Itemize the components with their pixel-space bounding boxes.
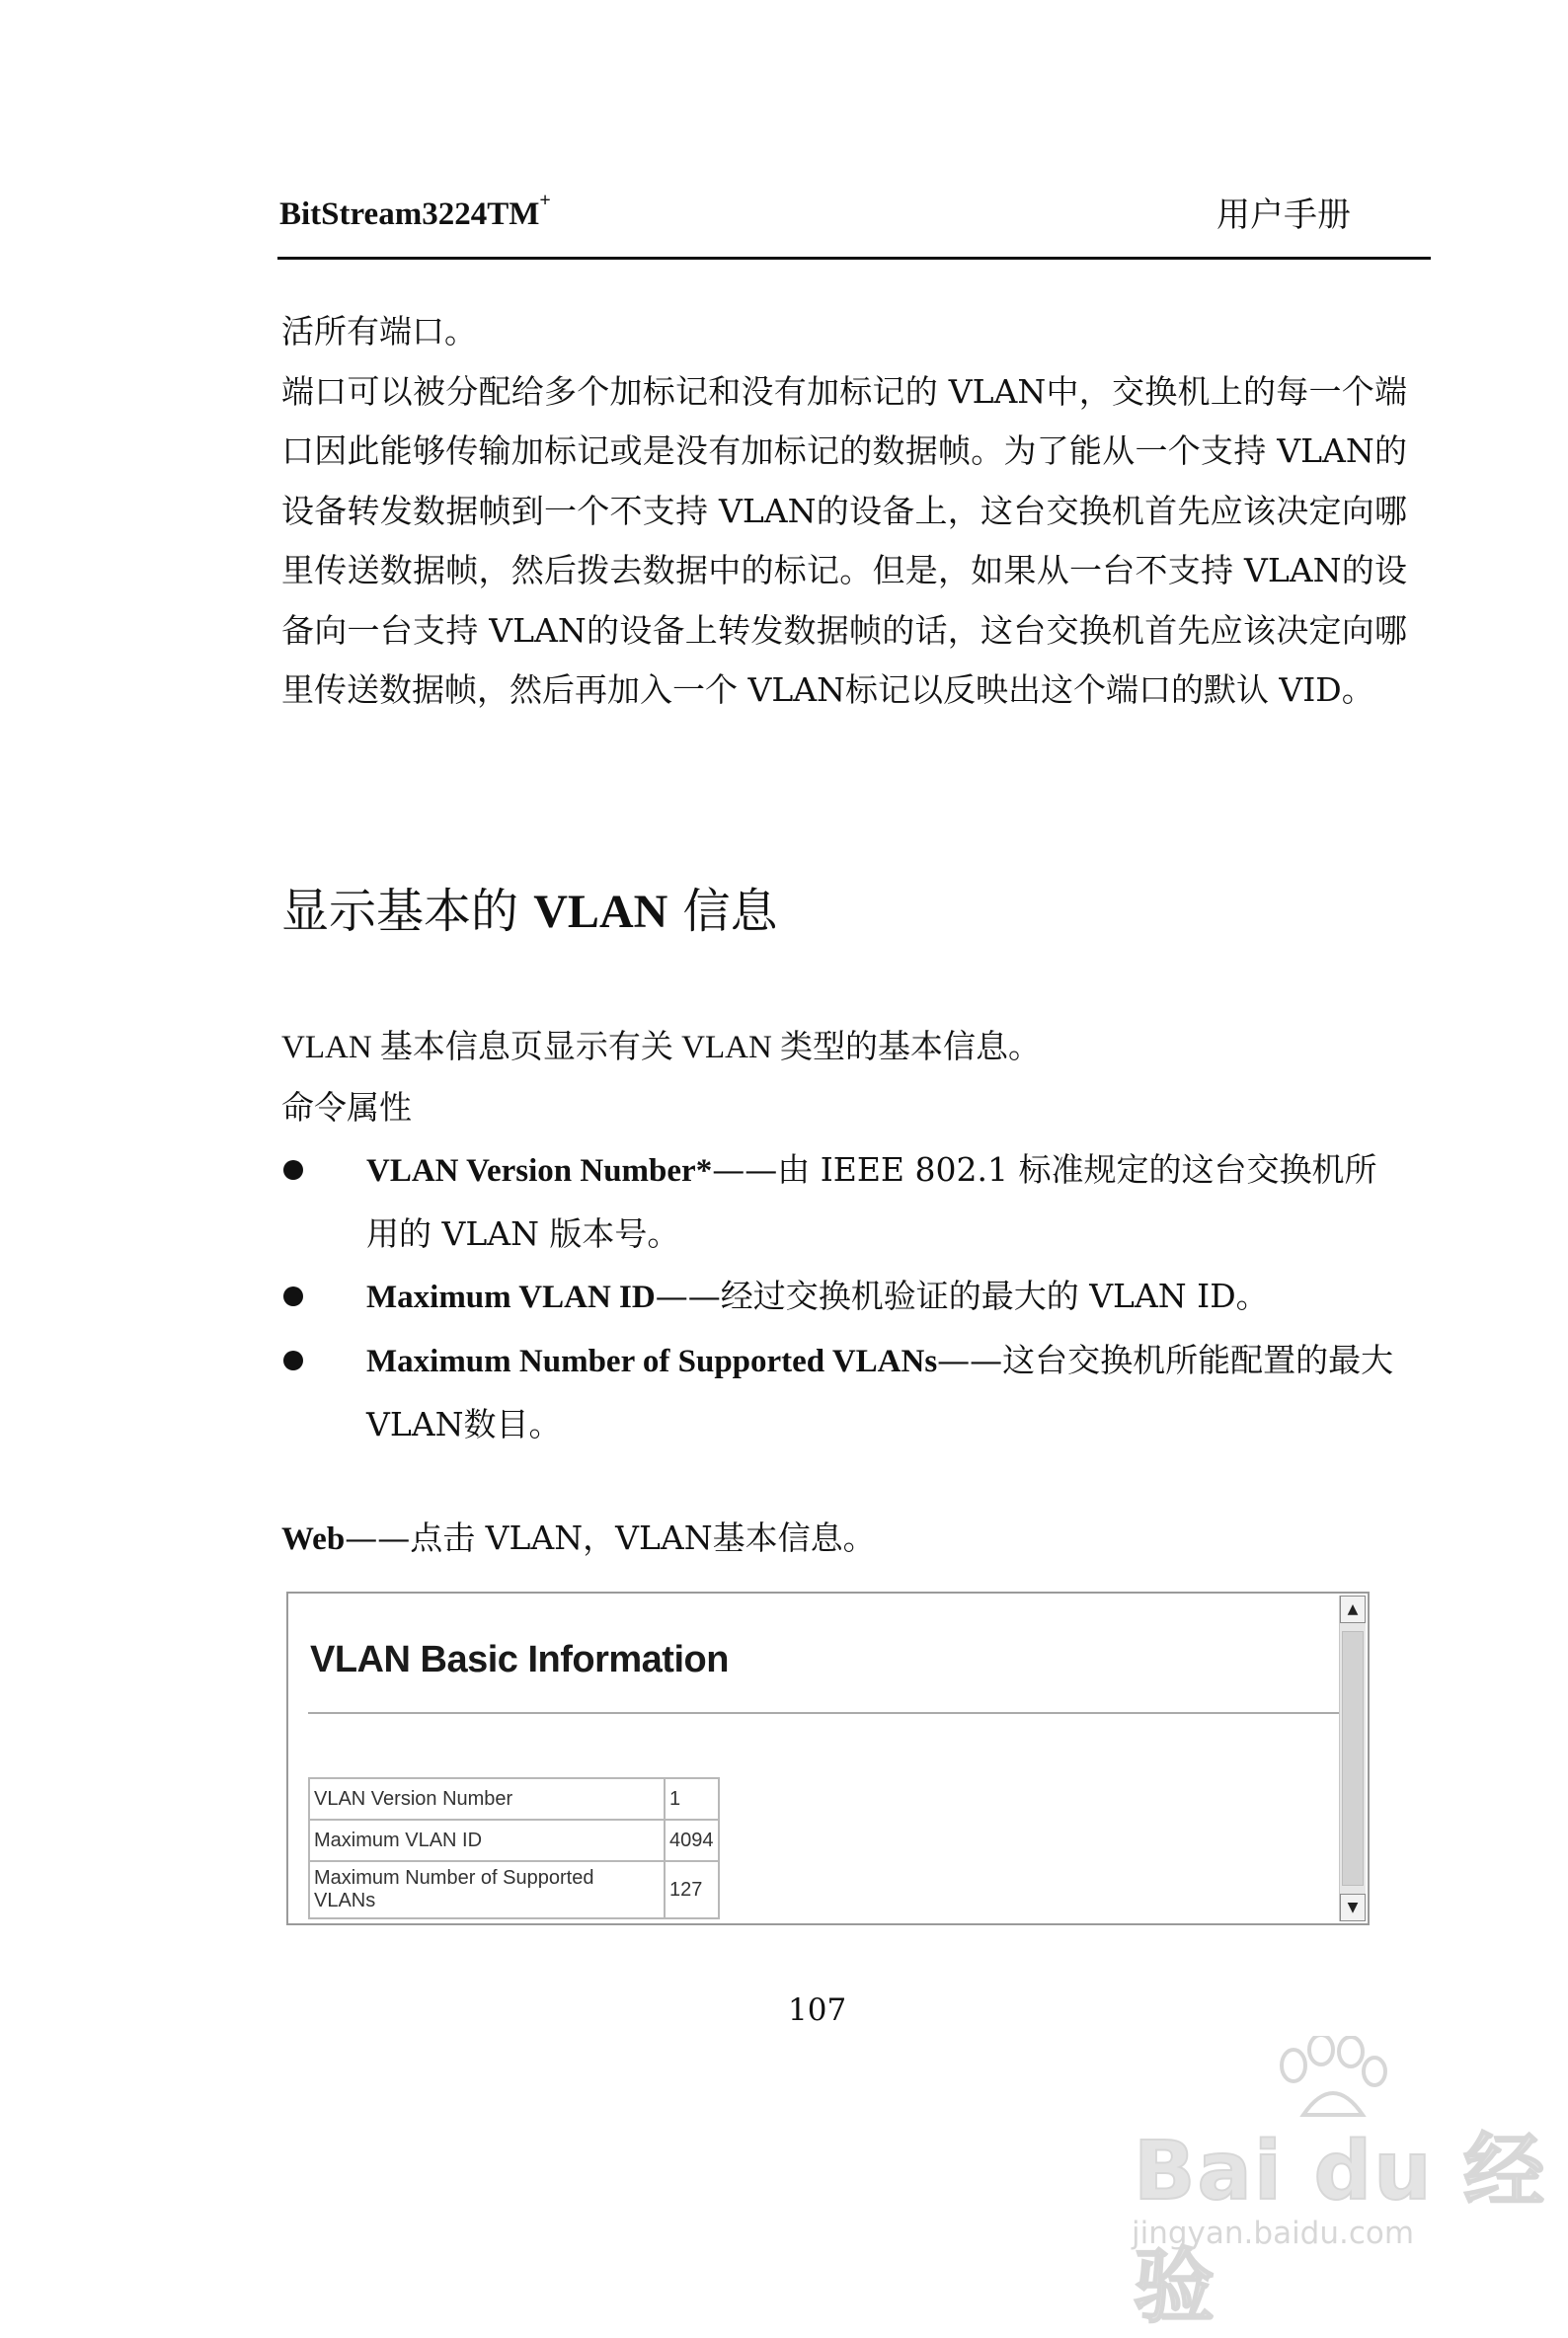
list-item: Maximum VLAN ID——经过交换机验证的最大的 VLAN ID。 [281, 1265, 1407, 1329]
watermark-url: jingyan.baidu.com [1132, 2216, 1415, 2251]
screenshot-title: VLAN Basic Information [310, 1639, 729, 1680]
page-header [279, 186, 1430, 245]
table-cell-label: Maximum Number of Supported VLANs [309, 1861, 665, 1918]
page-number: 107 [788, 1992, 847, 2028]
header-divider [277, 257, 1431, 260]
scroll-down-icon[interactable]: ▼ [1340, 1894, 1366, 1921]
table-cell-value: 4094 [665, 1820, 719, 1861]
table-cell-label: VLAN Version Number [309, 1778, 665, 1820]
doc-type: 用户手册 [1216, 195, 1351, 235]
manual-title: BitStream3224TM+ [279, 190, 551, 232]
vlan-info-table [308, 1777, 720, 1919]
bullet-icon [283, 1160, 303, 1180]
bullet-icon [283, 1286, 303, 1306]
baidu-watermark [1116, 2036, 1550, 2334]
vertical-scrollbar[interactable] [1339, 1596, 1366, 1921]
list-item: VLAN Version Number*——由 IEEE 802.1 标准规定的这台交换机所用的 VLAN 版本号。 [281, 1138, 1407, 1265]
table-row [309, 1820, 719, 1861]
attribute-list [281, 1138, 1407, 1455]
scroll-up-icon[interactable]: ▲ [1340, 1596, 1366, 1623]
paragraph-2: 端口可以被分配给多个加标记和没有加标记的 VLAN中，交换机上的每一个端口因此能够传输加标记或是没有加标记的数据帧。为了能从一个支持 VLAN的设备转发数据帧到一个不支持 VLAN的设备上，这台交换机首先应该决定向哪里传送数据帧，然后拨去数据中的标记。但是，如果从一台不支持 VLAN的设备向一台支持 VLAN的设备上转发数据帧的话，这台交换机首先应该决定向哪里传送数据帧，然后再加入一个 VLAN标记以反映出这个端口的默认 VID。 [281, 371, 1407, 709]
watermark-brand: Bai du 经验 [1134, 2125, 1547, 2334]
bullet-icon [283, 1351, 303, 1370]
list-item: Maximum Number of Supported VLANs——这台交换机所能配置的最大 VLAN数目。 [281, 1329, 1407, 1455]
section-title: 显示基本的 VLAN 信息 [281, 884, 778, 939]
section-intro [281, 1017, 1041, 1139]
vlan-basic-info-screenshot [286, 1592, 1370, 1925]
command-attributes-label: 命令属性 [281, 1091, 412, 1127]
table-row [309, 1861, 719, 1918]
table-row [309, 1778, 719, 1820]
table-cell-value: 127 [665, 1861, 719, 1918]
web-instruction: Web——点击 VLAN，VLAN基本信息。 [281, 1519, 876, 1557]
scroll-thumb[interactable] [1342, 1631, 1364, 1886]
screenshot-content [296, 1601, 1334, 1915]
intro-line: VLAN 基本信息页显示有关 VLAN 类型的基本信息。 [281, 1030, 1042, 1065]
table-cell-label: Maximum VLAN ID [309, 1820, 665, 1861]
paragraph-1: 活所有端口。 [281, 312, 477, 351]
screenshot-divider [308, 1712, 1340, 1714]
body-text [281, 302, 1407, 721]
table-cell-value: 1 [665, 1778, 719, 1820]
